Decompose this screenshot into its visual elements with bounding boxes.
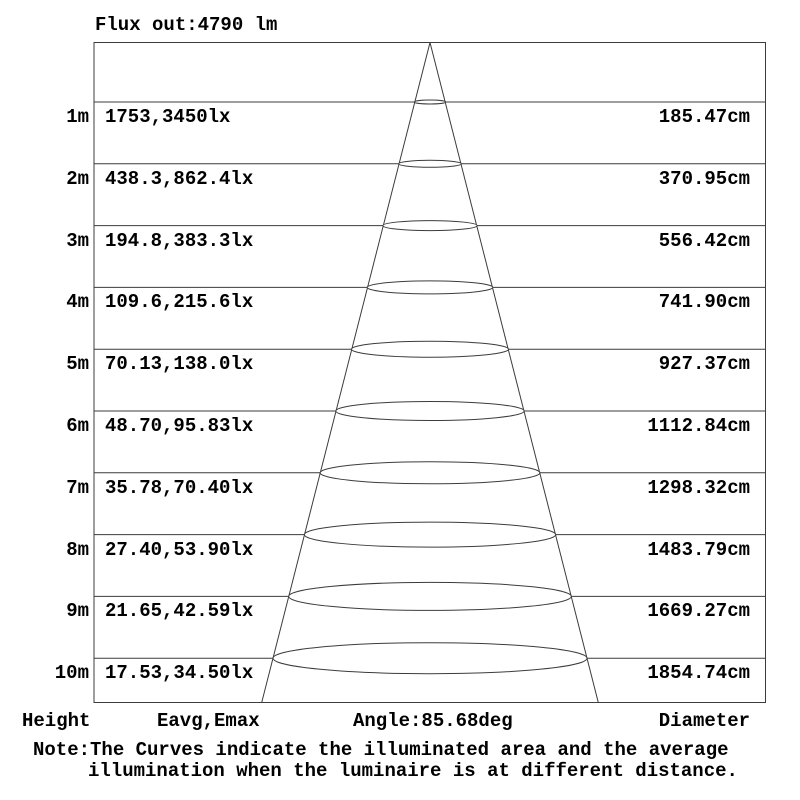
illuminated-area-ellipse — [399, 160, 462, 167]
row-eavg-emax-value: 27.40,53.90lx — [105, 538, 254, 561]
row-height-label: 3m — [66, 229, 89, 252]
illuminated-area-ellipse — [289, 582, 572, 610]
diameter-column-label: Diameter — [658, 710, 750, 732]
row-eavg-emax-value: 48.70,95.83lx — [105, 415, 254, 437]
row-diameter-value: 1483.79cm — [647, 538, 750, 561]
row-diameter-value: 741.90cm — [658, 291, 750, 314]
illuminated-area-ellipse — [414, 100, 445, 104]
illuminated-area-ellipse — [336, 402, 524, 421]
illuminated-area-ellipse — [320, 462, 540, 484]
flux-out-title: Flux out:4790 lm — [95, 14, 278, 36]
row-diameter-value: 370.95cm — [658, 167, 750, 190]
row-eavg-emax-value: 35.78,70.40lx — [105, 476, 254, 499]
row-height-label: 7m — [66, 476, 89, 499]
illuminated-area-ellipse — [304, 522, 555, 547]
row-diameter-value: 185.47cm — [658, 106, 750, 128]
row-eavg-emax-value: 21.65,42.59lx — [105, 600, 254, 623]
row-eavg-emax-value: 70.13,138.0lx — [105, 353, 254, 376]
illuminated-area-ellipse — [352, 341, 509, 357]
note-line-1: Note:The Curves indicate the illuminated area and the average — [33, 739, 729, 761]
row-height-label: 10m — [54, 662, 89, 685]
row-eavg-emax-value: 17.53,34.50lx — [105, 662, 254, 685]
illuminated-area-ellipse — [383, 221, 477, 231]
beam-angle-label: Angle:85.68deg — [353, 710, 513, 732]
row-height-label: 6m — [66, 415, 89, 437]
row-height-label: 2m — [66, 167, 89, 190]
row-height-label: 5m — [66, 353, 89, 376]
row-height-label: 1m — [66, 106, 89, 128]
row-diameter-value: 927.37cm — [658, 353, 750, 376]
row-diameter-value: 1669.27cm — [647, 600, 750, 623]
row-diameter-value: 1112.84cm — [647, 415, 750, 437]
row-height-label: 8m — [66, 538, 89, 561]
row-height-label: 4m — [66, 291, 89, 314]
illuminated-area-ellipse — [367, 281, 493, 294]
row-diameter-value: 1298.32cm — [647, 476, 750, 499]
row-eavg-emax-value: 438.3,862.4lx — [105, 167, 254, 190]
height-column-label: Height — [22, 710, 91, 732]
row-height-label: 9m — [66, 600, 89, 623]
row-eavg-emax-value: 194.8,383.3lx — [105, 229, 254, 252]
row-diameter-value: 1854.74cm — [647, 662, 750, 685]
row-eavg-emax-value: 1753,3450lx — [105, 106, 231, 128]
eavg-emax-column-label: Eavg,Emax — [157, 710, 260, 732]
row-eavg-emax-value: 109.6,215.6lx — [105, 291, 254, 314]
row-diameter-value: 556.42cm — [658, 229, 750, 252]
illuminated-area-ellipse — [273, 643, 587, 674]
note-line-2: illumination when the luminaire is at different distance. — [88, 760, 738, 782]
